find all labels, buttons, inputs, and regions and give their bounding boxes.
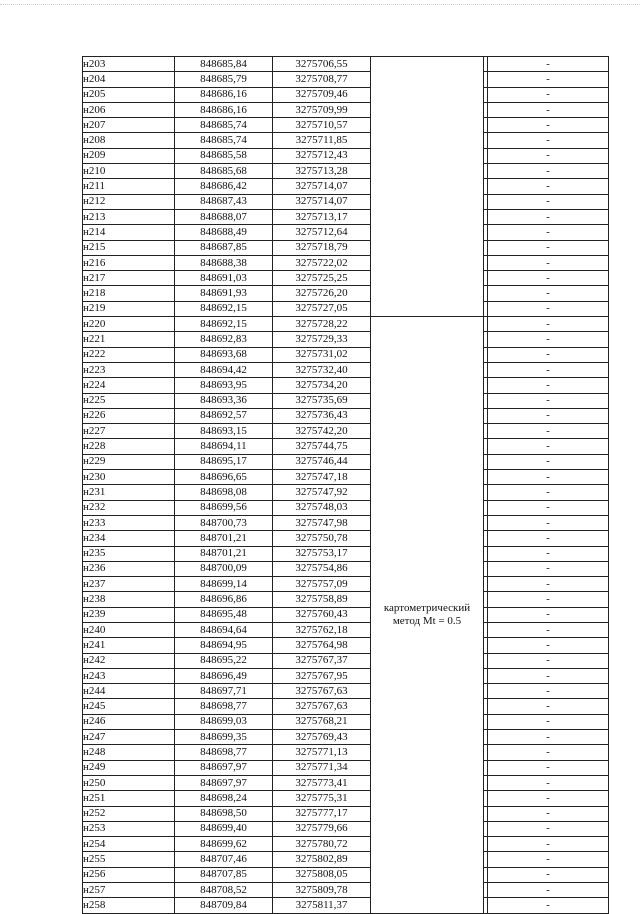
error-cell: - [488,255,609,270]
point-id-cell: н219 [83,301,175,316]
x-coordinate-cell: 848693,68 [175,347,273,362]
y-coordinate-cell: 3275777,17 [273,806,371,821]
point-id-cell: н223 [83,362,175,377]
table-row [83,546,609,561]
error-cell: - [488,347,609,362]
x-coordinate-cell: 848698,24 [175,791,273,806]
x-coordinate-cell: 848687,43 [175,194,273,209]
table-row [83,133,609,148]
point-id-cell: н228 [83,439,175,454]
x-coordinate-cell: 848685,58 [175,148,273,163]
error-cell: - [488,515,609,530]
table-row [83,87,609,102]
point-id-cell: н213 [83,209,175,224]
x-coordinate-cell: 848697,71 [175,684,273,699]
y-coordinate-cell: 3275731,02 [273,347,371,362]
error-cell: - [488,561,609,576]
x-coordinate-cell: 848698,77 [175,699,273,714]
y-coordinate-cell: 3275748,03 [273,500,371,515]
table-row [83,255,609,270]
error-cell: - [488,531,609,546]
table-row [83,179,609,194]
table-row [83,347,609,362]
x-coordinate-cell: 848695,17 [175,454,273,469]
y-coordinate-cell: 3275750,78 [273,531,371,546]
error-cell: - [488,271,609,286]
point-id-cell: н217 [83,271,175,286]
table-row [83,194,609,209]
table-row [83,118,609,133]
error-cell: - [488,760,609,775]
table-row [83,883,609,898]
error-cell: - [488,653,609,668]
error-cell: - [488,179,609,194]
point-id-cell: н252 [83,806,175,821]
x-coordinate-cell: 848709,84 [175,898,273,913]
x-coordinate-cell: 848699,35 [175,730,273,745]
point-id-cell: н256 [83,867,175,882]
x-coordinate-cell: 848688,07 [175,209,273,224]
y-coordinate-cell: 3275779,66 [273,821,371,836]
point-id-cell: н227 [83,424,175,439]
error-cell: - [488,622,609,637]
table-row [83,439,609,454]
point-id-cell: н218 [83,286,175,301]
point-id-cell: н245 [83,699,175,714]
error-cell: - [488,806,609,821]
table-row [83,286,609,301]
table-row [83,821,609,836]
error-cell: - [488,898,609,913]
x-coordinate-cell: 848691,03 [175,271,273,286]
error-cell: - [488,118,609,133]
table-row [83,515,609,530]
y-coordinate-cell: 3275742,20 [273,424,371,439]
point-id-cell: н230 [83,470,175,485]
y-coordinate-cell: 3275714,07 [273,179,371,194]
x-coordinate-cell: 848688,38 [175,255,273,270]
table-row [83,791,609,806]
point-id-cell: н211 [83,179,175,194]
y-coordinate-cell: 3275771,34 [273,760,371,775]
y-coordinate-cell: 3275722,02 [273,255,371,270]
table-row [83,852,609,867]
error-cell: - [488,240,609,255]
table-row [83,668,609,683]
error-cell: - [488,408,609,423]
error-cell: - [488,745,609,760]
x-coordinate-cell: 848692,83 [175,332,273,347]
y-coordinate-cell: 3275712,43 [273,148,371,163]
point-id-cell: н208 [83,133,175,148]
y-coordinate-cell: 3275769,43 [273,730,371,745]
x-coordinate-cell: 848685,74 [175,133,273,148]
table-row [83,72,609,87]
error-cell: - [488,301,609,316]
point-id-cell: н207 [83,118,175,133]
error-cell: - [488,194,609,209]
point-id-cell: н248 [83,745,175,760]
x-coordinate-cell: 848707,46 [175,852,273,867]
table-row [83,684,609,699]
y-coordinate-cell: 3275808,05 [273,867,371,882]
point-id-cell: н215 [83,240,175,255]
x-coordinate-cell: 848697,97 [175,775,273,790]
y-coordinate-cell: 3275709,99 [273,102,371,117]
method-accuracy: метод Mt = 0.5 [392,614,462,627]
table-row [83,470,609,485]
point-id-cell: н251 [83,791,175,806]
x-coordinate-cell: 848686,42 [175,179,273,194]
y-coordinate-cell: 3275747,98 [273,515,371,530]
y-coordinate-cell: 3275767,63 [273,699,371,714]
x-coordinate-cell: 848692,57 [175,408,273,423]
x-coordinate-cell: 848699,40 [175,821,273,836]
method-cell [371,317,484,914]
x-coordinate-cell: 848700,73 [175,515,273,530]
error-cell: - [488,500,609,515]
error-cell: - [488,485,609,500]
error-cell: - [488,362,609,377]
error-cell: - [488,607,609,622]
y-coordinate-cell: 3275725,25 [273,271,371,286]
y-coordinate-cell: 3275767,63 [273,684,371,699]
point-id-cell: н232 [83,500,175,515]
x-coordinate-cell: 848696,65 [175,470,273,485]
y-coordinate-cell: 3275773,41 [273,775,371,790]
table-row [83,898,609,913]
y-coordinate-cell: 3275802,89 [273,852,371,867]
x-coordinate-cell: 848695,22 [175,653,273,668]
point-id-cell: н226 [83,408,175,423]
error-cell: - [488,546,609,561]
x-coordinate-cell: 848696,49 [175,668,273,683]
table-row [83,500,609,515]
x-coordinate-cell: 848687,85 [175,240,273,255]
error-cell: - [488,102,609,117]
table-row [83,424,609,439]
table-row [83,699,609,714]
point-id-cell: н203 [83,57,175,72]
y-coordinate-cell: 3275735,69 [273,393,371,408]
x-coordinate-cell: 848693,95 [175,378,273,393]
table-row [83,775,609,790]
table-row [83,317,609,332]
table-row [83,638,609,653]
y-coordinate-cell: 3275729,33 [273,332,371,347]
y-coordinate-cell: 3275708,77 [273,72,371,87]
y-coordinate-cell: 3275767,37 [273,653,371,668]
table-row [83,806,609,821]
x-coordinate-cell: 848685,74 [175,118,273,133]
error-cell: - [488,699,609,714]
point-id-cell: н237 [83,577,175,592]
error-cell: - [488,378,609,393]
table-row [83,531,609,546]
coordinates-table-body [83,57,609,914]
point-id-cell: н238 [83,592,175,607]
point-id-cell: н254 [83,837,175,852]
x-coordinate-cell: 848700,09 [175,561,273,576]
error-cell: - [488,867,609,882]
point-id-cell: н229 [83,454,175,469]
y-coordinate-cell: 3275764,98 [273,638,371,653]
method-cell-upper [371,57,484,317]
y-coordinate-cell: 3275728,22 [273,317,371,332]
y-coordinate-cell: 3275771,13 [273,745,371,760]
x-coordinate-cell: 848695,48 [175,607,273,622]
x-coordinate-cell: 848698,08 [175,485,273,500]
x-coordinate-cell: 848693,15 [175,424,273,439]
y-coordinate-cell: 3275746,44 [273,454,371,469]
y-coordinate-cell: 3275767,95 [273,668,371,683]
y-coordinate-cell: 3275713,17 [273,209,371,224]
point-id-cell: н258 [83,898,175,913]
table-row [83,393,609,408]
x-coordinate-cell: 848701,21 [175,531,273,546]
point-id-cell: н253 [83,821,175,836]
y-coordinate-cell: 3275711,85 [273,133,371,148]
x-coordinate-cell: 848694,11 [175,439,273,454]
point-id-cell: н206 [83,102,175,117]
x-coordinate-cell: 848697,97 [175,760,273,775]
x-coordinate-cell: 848688,49 [175,225,273,240]
y-coordinate-cell: 3275714,07 [273,194,371,209]
error-cell: - [488,454,609,469]
table-row [83,653,609,668]
table-row [83,148,609,163]
x-coordinate-cell: 848686,16 [175,102,273,117]
error-cell: - [488,714,609,729]
table-row [83,837,609,852]
x-coordinate-cell: 848699,03 [175,714,273,729]
x-coordinate-cell: 848685,84 [175,57,273,72]
table-row [83,164,609,179]
method-name: картометрический [383,601,471,614]
error-cell: - [488,439,609,454]
error-cell: - [488,791,609,806]
y-coordinate-cell: 3275727,05 [273,301,371,316]
y-coordinate-cell: 3275809,78 [273,883,371,898]
error-cell: - [488,883,609,898]
x-coordinate-cell: 848691,93 [175,286,273,301]
table-row [83,561,609,576]
x-coordinate-cell: 848698,50 [175,806,273,821]
point-id-cell: н221 [83,332,175,347]
table-row [83,57,609,72]
error-cell: - [488,209,609,224]
point-id-cell: н243 [83,668,175,683]
y-coordinate-cell: 3275747,18 [273,470,371,485]
point-id-cell: н249 [83,760,175,775]
error-cell: - [488,775,609,790]
error-cell: - [488,225,609,240]
error-cell: - [488,317,609,332]
point-id-cell: н224 [83,378,175,393]
point-id-cell: н244 [83,684,175,699]
error-cell: - [488,821,609,836]
y-coordinate-cell: 3275754,86 [273,561,371,576]
error-cell: - [488,72,609,87]
table-row [83,332,609,347]
point-id-cell: н247 [83,730,175,745]
y-coordinate-cell: 3275753,17 [273,546,371,561]
point-id-cell: н240 [83,622,175,637]
table-row [83,378,609,393]
table-row [83,577,609,592]
point-id-cell: н235 [83,546,175,561]
error-cell: - [488,393,609,408]
point-id-cell: н216 [83,255,175,270]
x-coordinate-cell: 848694,42 [175,362,273,377]
y-coordinate-cell: 3275747,92 [273,485,371,500]
x-coordinate-cell: 848699,56 [175,500,273,515]
y-coordinate-cell: 3275758,89 [273,592,371,607]
table-row [83,607,609,622]
point-id-cell: н246 [83,714,175,729]
table-row [83,760,609,775]
table-row [83,408,609,423]
table-row [83,209,609,224]
table-row [83,714,609,729]
y-coordinate-cell: 3275713,28 [273,164,371,179]
error-cell: - [488,164,609,179]
y-coordinate-cell: 3275709,46 [273,87,371,102]
table-row [83,622,609,637]
point-id-cell: н250 [83,775,175,790]
table-row [83,485,609,500]
error-cell: - [488,730,609,745]
y-coordinate-cell: 3275762,18 [273,622,371,637]
y-coordinate-cell: 3275736,43 [273,408,371,423]
x-coordinate-cell: 848693,36 [175,393,273,408]
point-id-cell: н212 [83,194,175,209]
point-id-cell: н220 [83,317,175,332]
point-id-cell: н209 [83,148,175,163]
point-id-cell: н234 [83,531,175,546]
x-coordinate-cell: 848685,68 [175,164,273,179]
y-coordinate-cell: 3275732,40 [273,362,371,377]
error-cell: - [488,133,609,148]
table-row [83,240,609,255]
point-id-cell: н231 [83,485,175,500]
point-id-cell: н257 [83,883,175,898]
scan-noise-line [0,4,640,8]
error-cell: - [488,424,609,439]
error-cell: - [488,852,609,867]
table-row [83,745,609,760]
point-id-cell: н205 [83,87,175,102]
y-coordinate-cell: 3275760,43 [273,607,371,622]
error-cell: - [488,668,609,683]
y-coordinate-cell: 3275744,75 [273,439,371,454]
error-cell: - [488,148,609,163]
table-row [83,225,609,240]
y-coordinate-cell: 3275768,21 [273,714,371,729]
x-coordinate-cell: 848685,79 [175,72,273,87]
table-row [83,592,609,607]
x-coordinate-cell: 848699,14 [175,577,273,592]
x-coordinate-cell: 848707,85 [175,867,273,882]
y-coordinate-cell: 3275757,09 [273,577,371,592]
x-coordinate-cell: 848701,21 [175,546,273,561]
error-cell: - [488,638,609,653]
point-id-cell: н233 [83,515,175,530]
x-coordinate-cell: 848698,77 [175,745,273,760]
x-coordinate-cell: 848686,16 [175,87,273,102]
error-cell: - [488,286,609,301]
point-id-cell: н210 [83,164,175,179]
point-id-cell: н204 [83,72,175,87]
point-id-cell: н255 [83,852,175,867]
y-coordinate-cell: 3275712,64 [273,225,371,240]
table-row [83,271,609,286]
error-cell: - [488,837,609,852]
x-coordinate-cell: 848694,95 [175,638,273,653]
x-coordinate-cell: 848694,64 [175,622,273,637]
x-coordinate-cell: 848699,62 [175,837,273,852]
point-id-cell: н239 [83,607,175,622]
error-cell: - [488,332,609,347]
x-coordinate-cell: 848708,52 [175,883,273,898]
x-coordinate-cell: 848696,86 [175,592,273,607]
point-id-cell: н214 [83,225,175,240]
table-row [83,301,609,316]
y-coordinate-cell: 3275734,20 [273,378,371,393]
y-coordinate-cell: 3275726,20 [273,286,371,301]
coordinates-table [82,56,609,914]
y-coordinate-cell: 3275811,37 [273,898,371,913]
table-row [83,362,609,377]
y-coordinate-cell: 3275718,79 [273,240,371,255]
table-row [83,867,609,882]
point-id-cell: н241 [83,638,175,653]
y-coordinate-cell: 3275775,31 [273,791,371,806]
point-id-cell: н225 [83,393,175,408]
point-id-cell: н236 [83,561,175,576]
x-coordinate-cell: 848692,15 [175,317,273,332]
error-cell: - [488,577,609,592]
table-row [83,102,609,117]
y-coordinate-cell: 3275706,55 [273,57,371,72]
y-coordinate-cell: 3275780,72 [273,837,371,852]
point-id-cell: н222 [83,347,175,362]
table-row [83,454,609,469]
x-coordinate-cell: 848692,15 [175,301,273,316]
error-cell: - [488,684,609,699]
error-cell: - [488,470,609,485]
error-cell: - [488,57,609,72]
y-coordinate-cell: 3275710,57 [273,118,371,133]
point-id-cell: н242 [83,653,175,668]
table-row [83,730,609,745]
error-cell: - [488,592,609,607]
error-cell: - [488,87,609,102]
